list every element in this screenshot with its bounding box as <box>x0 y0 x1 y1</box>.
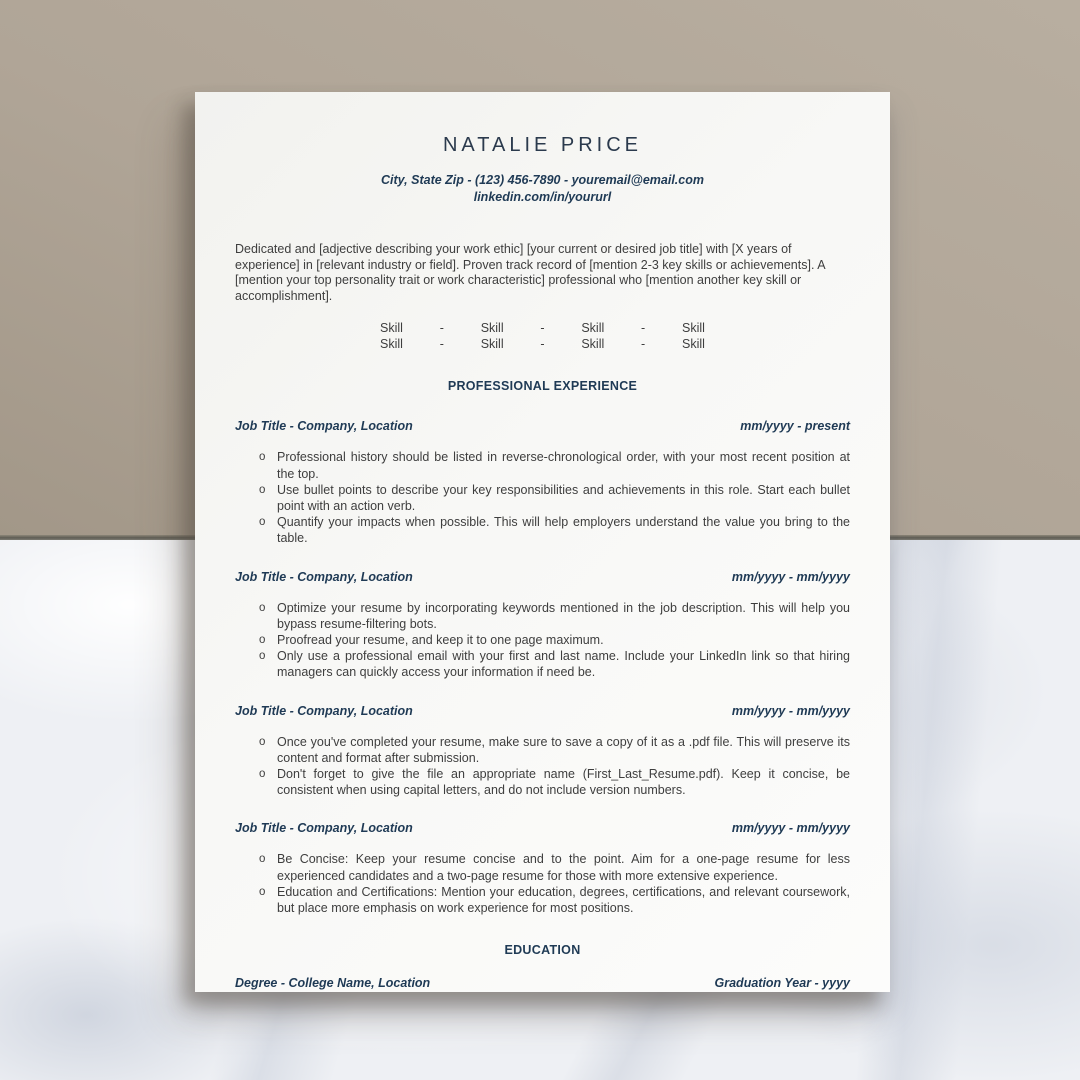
job-bullet-list <box>235 449 850 546</box>
bullet-text: Once you've completed your resume, make sure to save a copy of it as a .pdf file. This will preserve its content and format after submission. <box>277 734 850 765</box>
job-dates: mm/yyyy - mm/yyyy <box>731 703 850 718</box>
bullet-text: Use bullet points to describe your key responsibilities and achievements in this role. Start each bullet point with an action verb. <box>277 482 850 513</box>
skill-item: Skill <box>682 337 705 352</box>
job-bullet-list <box>235 600 850 681</box>
bullet-item <box>235 734 850 766</box>
bullet-marker: o <box>259 650 266 663</box>
skill-separator: - <box>540 321 545 336</box>
bullet-item <box>235 514 850 546</box>
skill-separator: - <box>439 321 444 336</box>
job-header-row <box>235 820 850 837</box>
resume-name: NATALIE PRICE <box>442 134 643 156</box>
job-header-row <box>235 703 850 720</box>
skill-separator: - <box>641 321 646 336</box>
skill-item: Skill <box>480 337 504 352</box>
bullet-text: Proofread your resume, and keep it to one page maximum. <box>277 633 604 647</box>
bullet-marker: o <box>259 601 266 614</box>
skills-row <box>378 336 708 352</box>
skill-item: Skill <box>581 337 605 352</box>
education-degree: Degree - College Name, Location <box>235 976 431 991</box>
bullet-item <box>235 851 850 883</box>
skill-separator: - <box>439 337 444 352</box>
contact-block <box>235 172 850 206</box>
skill-item: Skill <box>380 321 403 336</box>
bullet-item <box>235 600 850 632</box>
job-title: Job Title - Company, Location <box>235 569 413 584</box>
bullet-text: Education and Certifications: Mention your education, degrees, certifications, and relevant coursework, but place more emphasis on work experience for most positions. <box>277 884 850 916</box>
bullet-text: Be Concise: Keep your resume concise and to the point. Aim for a one-page resume for less experienced candidates and a two-page resume for those with more extensive experience. <box>277 852 850 883</box>
bullet-item <box>235 449 850 481</box>
bullet-text: Only use a professional email with your first and last name. Include your LinkedIn link so that hiring managers can quickly access your information if need be. <box>277 649 850 680</box>
contact-line-1: City, State Zip - (123) 456-7890 - youremail@email.com <box>381 173 704 187</box>
bullet-item <box>235 766 850 798</box>
bullet-marker: o <box>259 634 266 646</box>
bullet-text: Professional history should be listed in reverse-chronological order, with your most recent position at the top. <box>277 450 850 481</box>
bullet-item <box>235 648 850 680</box>
skill-item: Skill <box>581 321 605 336</box>
skill-item: Skill <box>480 321 504 336</box>
skills-grid <box>378 320 708 352</box>
bullet-item <box>235 482 850 514</box>
contact-line-2: linkedin.com/in/yoururl <box>473 190 612 204</box>
bullet-item <box>235 884 850 916</box>
section-heading-education: EDUCATION <box>504 943 581 958</box>
bullet-marker: o <box>259 483 266 496</box>
job-title: Job Title - Company, Location <box>235 419 413 434</box>
bullet-marker: o <box>259 853 266 866</box>
education-row <box>235 975 850 992</box>
section-heading-experience: PROFESSIONAL EXPERIENCE <box>447 379 638 394</box>
bullet-marker: o <box>259 735 266 748</box>
bullet-item <box>235 632 850 648</box>
job-dates: mm/yyyy - mm/yyyy <box>731 821 850 836</box>
job-header-row <box>235 418 850 435</box>
bullet-text: Optimize your resume by incorporating keywords mentioned in the job description. This will help you bypass resume-filtering bots. <box>277 600 850 631</box>
skill-item: Skill <box>380 337 403 352</box>
bullet-marker: o <box>259 516 266 529</box>
job-dates: mm/yyyy - mm/yyyy <box>731 569 850 584</box>
job-bullet-list <box>235 851 850 916</box>
job-title: Job Title - Company, Location <box>235 703 413 718</box>
bullet-marker: o <box>259 885 266 898</box>
education-graduation: Graduation Year - yyyy <box>714 976 850 991</box>
skill-item: Skill <box>682 321 705 336</box>
bullet-marker: o <box>259 768 266 781</box>
bullet-marker: o <box>259 451 266 464</box>
skill-separator: - <box>540 337 545 352</box>
resume-page <box>195 92 890 992</box>
job-title: Job Title - Company, Location <box>235 821 413 836</box>
skill-separator: - <box>641 337 646 352</box>
job-bullet-list <box>235 734 850 799</box>
bullet-text: Quantify your impacts when possible. This will help employers understand the value you bring to the table. <box>277 515 850 546</box>
job-header-row <box>235 569 850 586</box>
bullet-text: Don't forget to give the file an appropriate name (First_Last_Resume.pdf). Keep it concise, be consistent when using capital letters, and do not include version numbers. <box>277 767 850 798</box>
job-dates: mm/yyyy - present <box>740 419 850 434</box>
summary-paragraph: Dedicated and [adjective describing your work ethic] [your current or desired job title] with [X years of experience] in [relevant industry or field]. Proven track record of [mention 2-3 key skills or achievements]. A [mention your top personality trait or work characteristic] professional who [mention another key skill or accomplishment]. <box>235 242 825 303</box>
skills-row <box>378 320 708 336</box>
